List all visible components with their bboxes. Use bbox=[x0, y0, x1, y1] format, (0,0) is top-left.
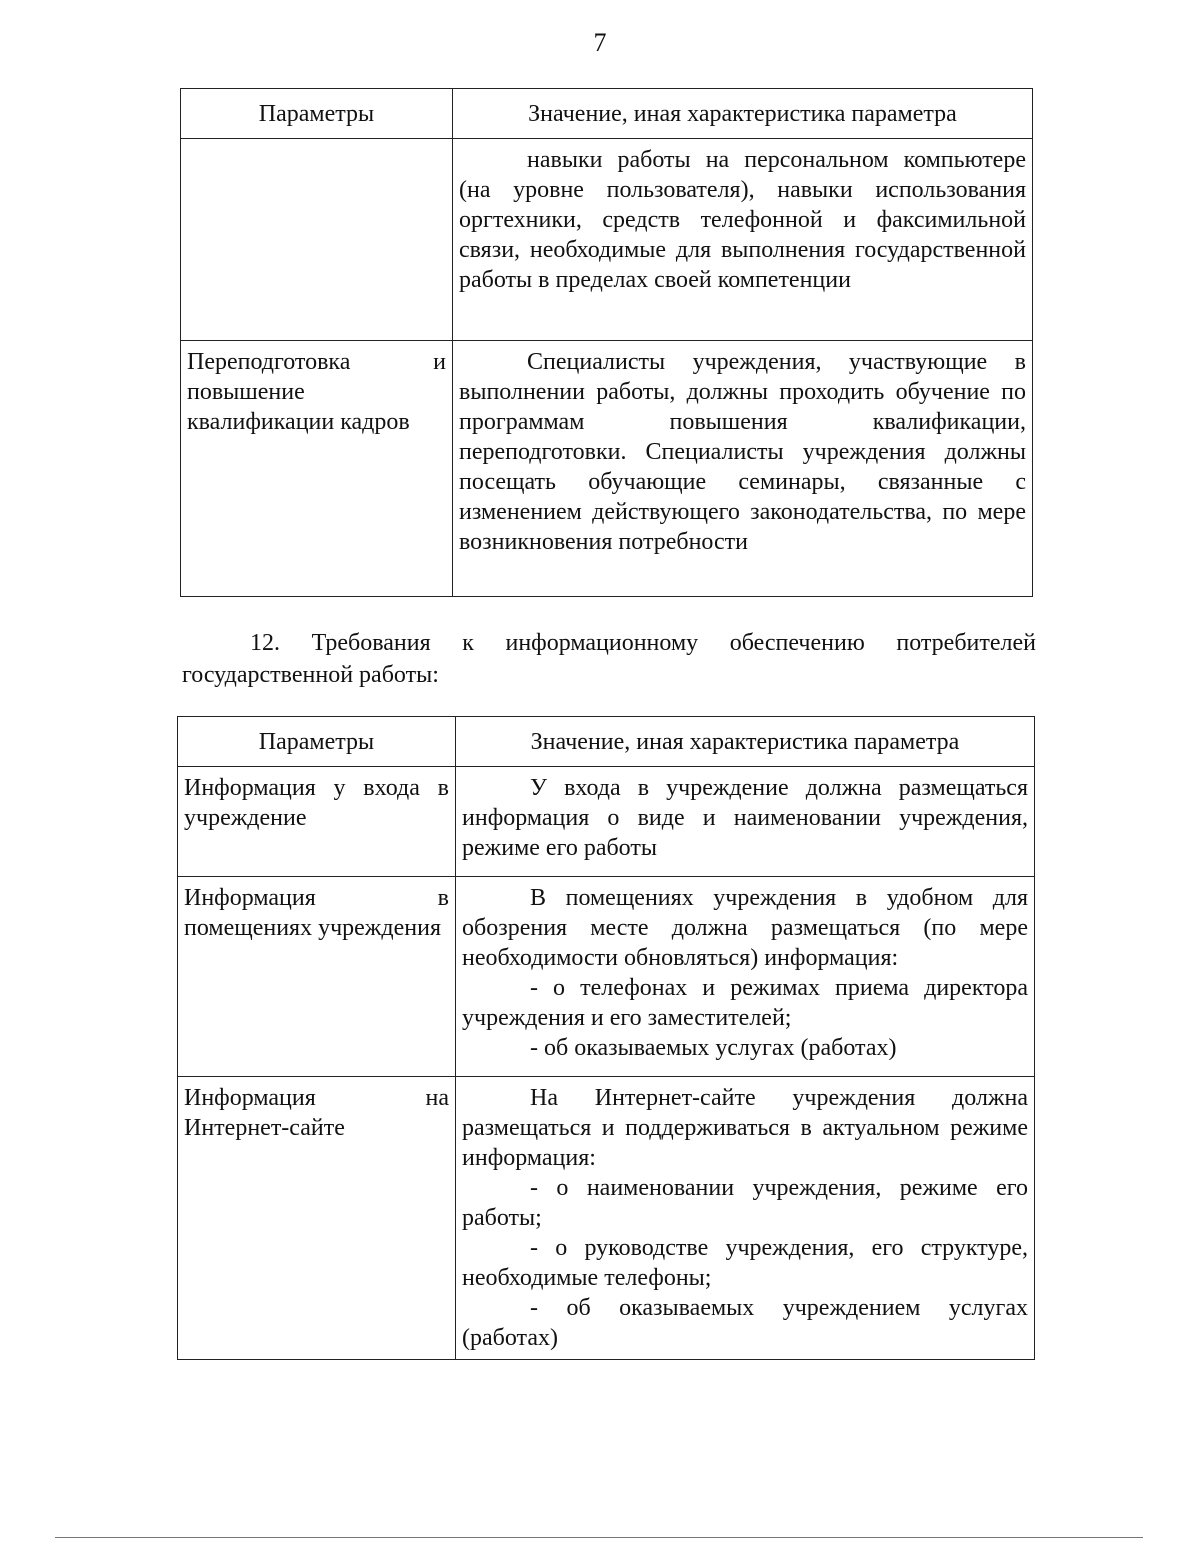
header-parameters: Параметры bbox=[178, 717, 456, 767]
param-cell: Переподготовка и повышение квалификации кадров bbox=[181, 341, 453, 597]
table-row bbox=[178, 877, 1035, 1077]
table-row bbox=[178, 767, 1035, 877]
section-12-text: 12. Требования к информационному обеспечению потребителей государственной работы: bbox=[182, 630, 1036, 688]
table-row bbox=[181, 341, 1033, 597]
information-requirements-table bbox=[177, 716, 1035, 1360]
value-list-item: - о руководстве учреждения, его структуре, необходимые телефоны; bbox=[462, 1235, 1028, 1291]
value-cell bbox=[453, 139, 1033, 341]
header-value: Значение, иная характеристика параметра bbox=[453, 89, 1033, 139]
param-cell bbox=[181, 139, 453, 341]
value-paragraph: У входа в учреждение должна размещаться информация о виде и наименовании учреждения, режиме его работы bbox=[462, 775, 1028, 861]
value-cell bbox=[453, 341, 1033, 597]
table-header-row bbox=[181, 89, 1033, 139]
value-paragraph: навыки работы на персональном компьютере (на уровне пользователя), навыки использования оргтехники, средств телефонной и факсимильной связи, необходимые для выполнения государственной работы в пределах своей компетенции bbox=[459, 147, 1026, 293]
value-paragraph: В помещениях учреждения в удобном для обозрения месте должна размещаться (по мере необходимости обновляться) информация: bbox=[462, 885, 1028, 971]
value-cell bbox=[456, 1077, 1035, 1360]
value-list-item: - об оказываемых услугах (работах) bbox=[530, 1035, 897, 1061]
param-cell: Информация у входа в учреждение bbox=[178, 767, 456, 877]
parameters-table-continued bbox=[180, 88, 1033, 597]
value-list-item: - о телефонах и режимах приема директора учреждения и его заместителей; bbox=[462, 975, 1028, 1031]
header-value: Значение, иная характеристика параметра bbox=[456, 717, 1035, 767]
page-bottom-divider bbox=[55, 1537, 1143, 1538]
param-cell: Информация на Интернет-сайте bbox=[178, 1077, 456, 1360]
table-row bbox=[181, 139, 1033, 341]
table-header-row bbox=[178, 717, 1035, 767]
page-number: 7 bbox=[593, 28, 607, 57]
param-cell: Информация в помещениях учреждения bbox=[178, 877, 456, 1077]
value-paragraph: Специалисты учреждения, участвующие в выполнении работы, должны проходить обучение по программам повышения квалификации, переподготовки. Специалисты учреждения должны посещать обучающие семинары, связанные с изменением действующего законодательства, по мере возникновения потребности bbox=[459, 349, 1026, 555]
value-list-item: - об оказываемых учреждением услугах (работах) bbox=[462, 1295, 1028, 1351]
value-list-item: - о наименовании учреждения, режиме его работы; bbox=[462, 1175, 1028, 1231]
value-cell bbox=[456, 767, 1035, 877]
table-row bbox=[178, 1077, 1035, 1360]
header-parameters: Параметры bbox=[181, 89, 453, 139]
value-cell bbox=[456, 877, 1035, 1077]
value-paragraph: На Интернет-сайте учреждения должна размещаться и поддерживаться в актуальном режиме информация: bbox=[462, 1085, 1028, 1171]
section-12-heading bbox=[182, 627, 1036, 691]
